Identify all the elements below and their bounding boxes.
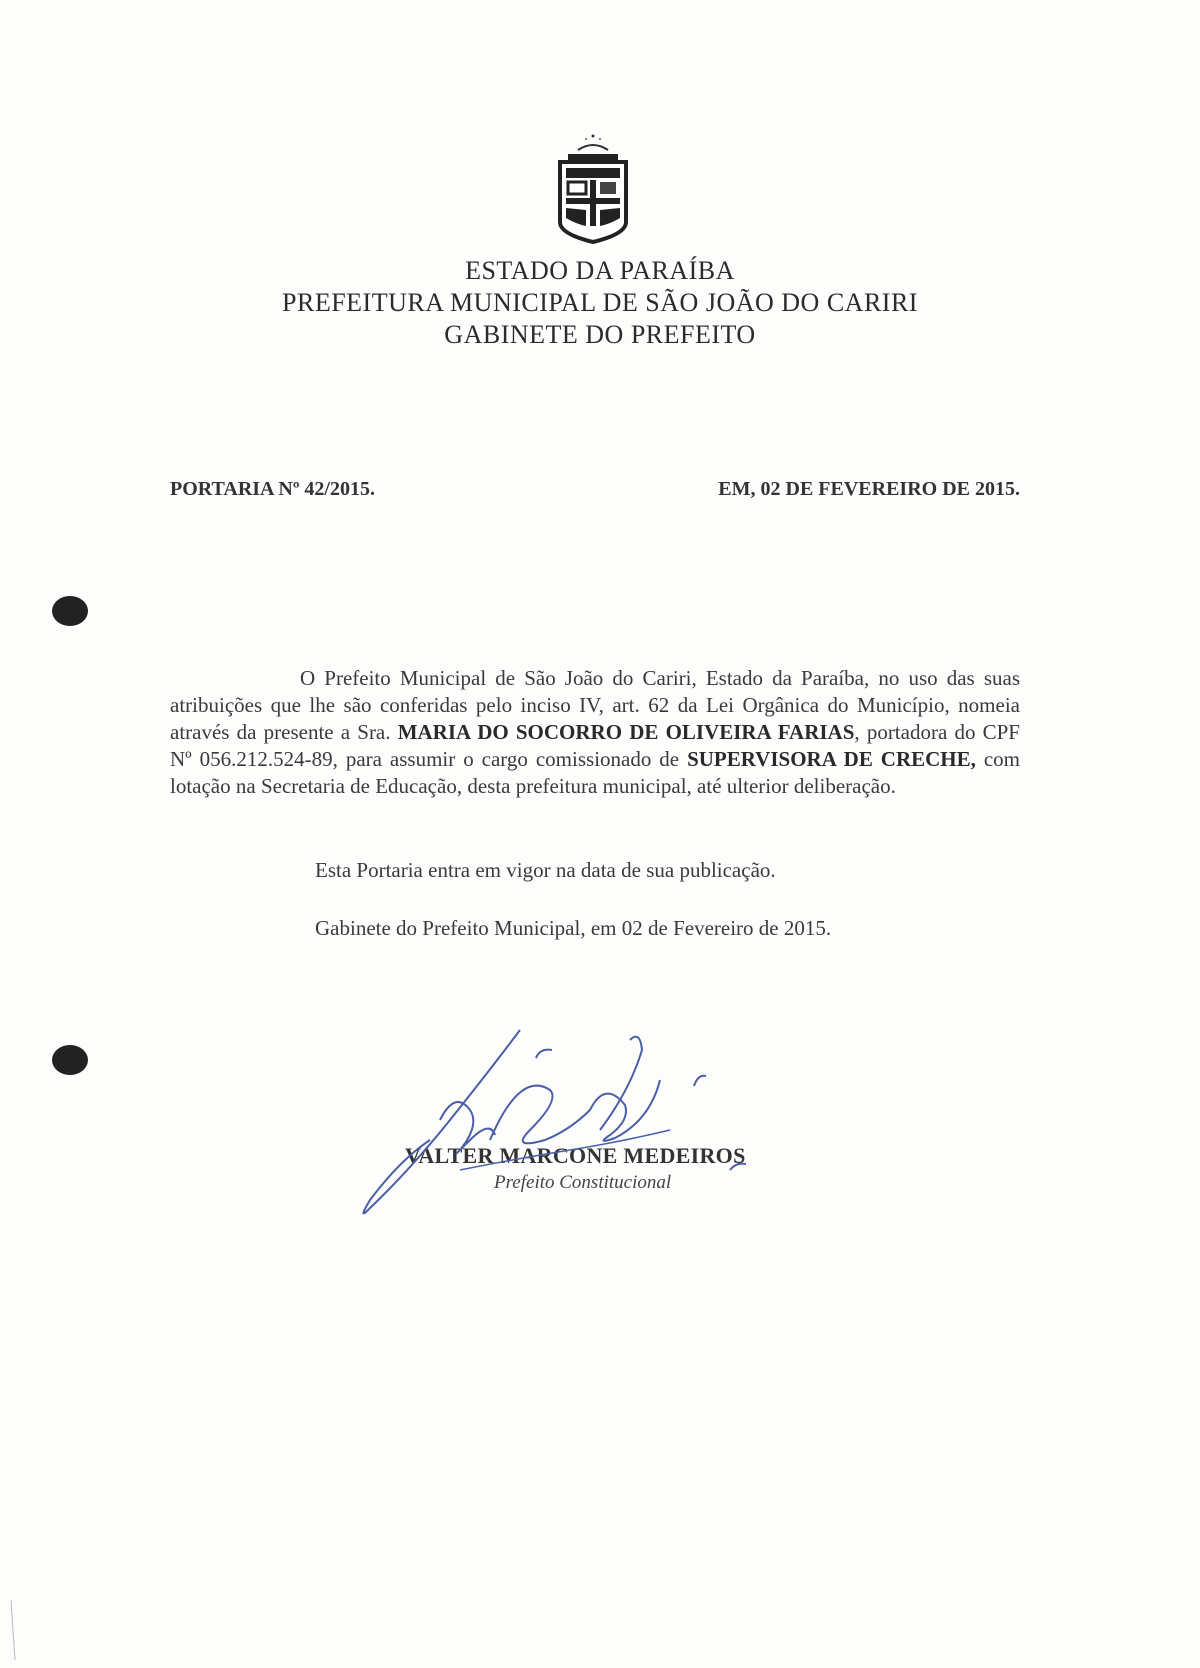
appointee-name: MARIA DO SOCORRO DE OLIVEIRA FARIAS: [397, 720, 855, 744]
handwritten-signature: [360, 1010, 820, 1220]
office-name: GABINETE DO PREFEITO: [444, 320, 756, 349]
signer-name: VALTER MARCONE MEDEIROS: [405, 1143, 746, 1168]
ordinance-body: [170, 665, 1020, 800]
ordinance-date: EM, 02 DE FEVEREIRO DE 2015.: [718, 478, 1020, 500]
paragraph-text-c: com lotação na Secretaria de Educação, desta prefeitura municipal, até ulterior deliberação.: [170, 747, 1020, 798]
punch-hole-mark: [52, 596, 88, 626]
main-paragraph: [170, 665, 1020, 800]
state-name: ESTADO DA PARAÍBA: [465, 256, 735, 285]
ordinance-number: PORTARIA Nº 42/2015.: [170, 478, 375, 500]
letterhead: [0, 255, 1200, 351]
scan-artifact-line: [10, 1600, 16, 1660]
paragraph-text-a: O Prefeito Municipal de São João do Cariri, Estado da Paraíba, no uso das suas atribuições que lhe são conferidas pelo inciso IV, art. 62 da Lei Orgânica do Município, nomeia através da presente a Sra.: [170, 666, 1020, 744]
punch-hole-mark: [52, 1045, 88, 1075]
effective-clause: Esta Portaria entra em vigor na data de sua publicação.: [315, 858, 776, 882]
city-hall-name: PREFEITURA MUNICIPAL DE SÃO JOÃO DO CARIRI: [282, 288, 918, 317]
ordinance-reference: [170, 478, 1020, 508]
paragraph-text-b: , portadora do CPF Nº 056.212.524-89, para assumir o cargo comissionado de: [170, 720, 1020, 771]
closing-line: Gabinete do Prefeito Municipal, em 02 de Fevereiro de 2015.: [315, 916, 832, 940]
signer-title: Prefeito Constitucional: [494, 1172, 672, 1193]
appointed-role: SUPERVISORA DE CRECHE,: [687, 747, 976, 771]
municipal-coat-of-arms: [548, 130, 638, 248]
